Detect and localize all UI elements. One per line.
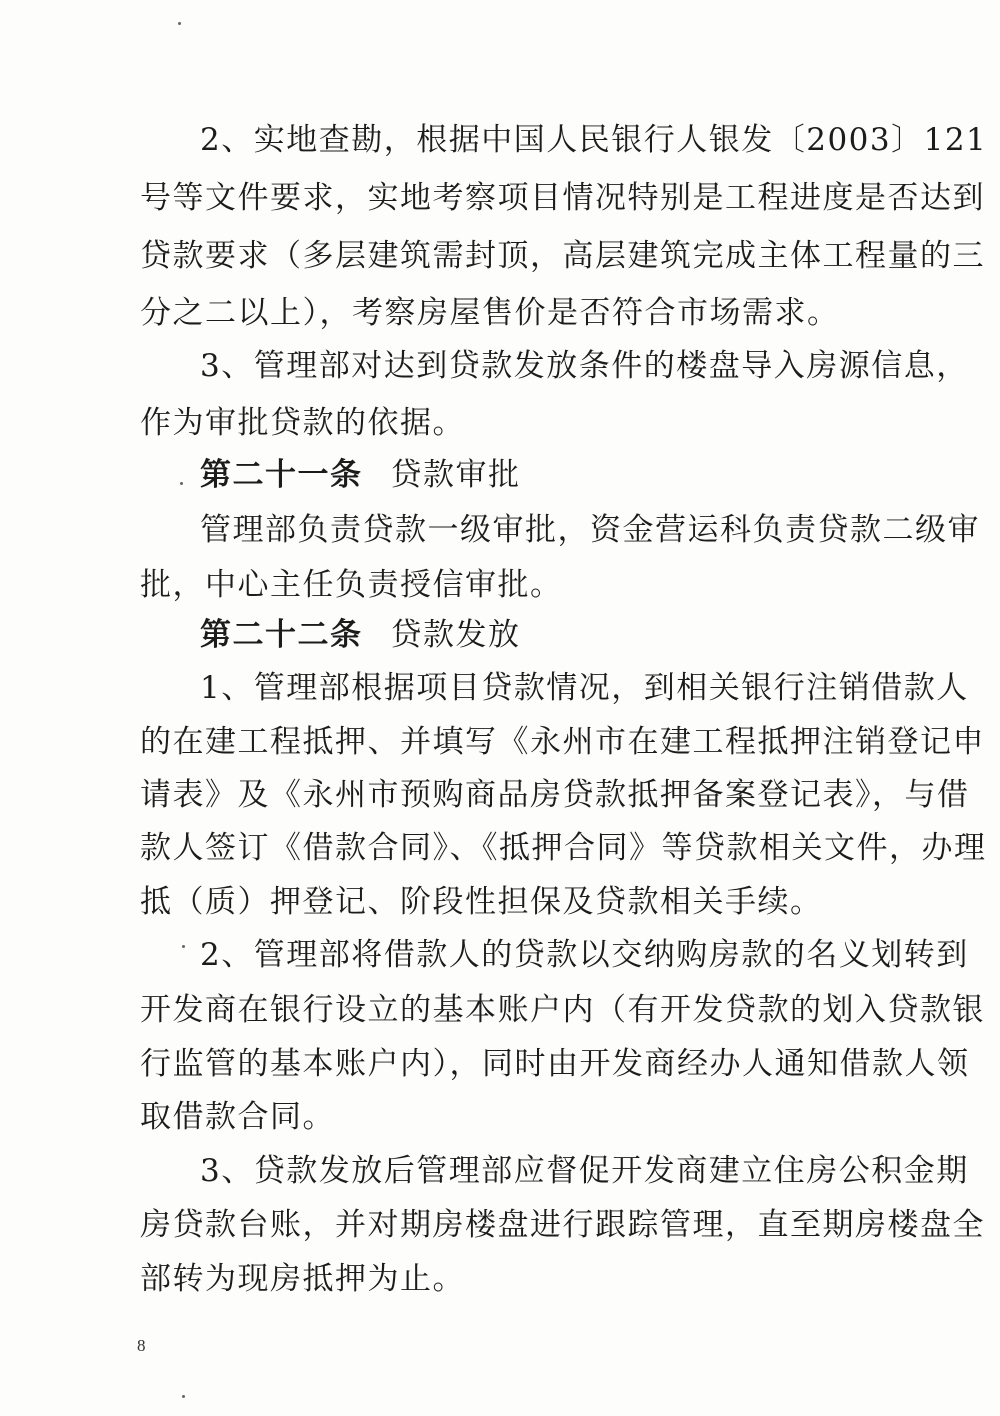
article-title: 贷款审批 — [390, 457, 521, 493]
paragraph-line: 作为审批贷款的依据。 — [140, 405, 465, 441]
paragraph-line: 请表》及《永州市预购商品房贷款抵押备案登记表》，与借 — [140, 777, 970, 813]
paragraph-line: 贷款要求（多层建筑需封顶，高层建筑完成主体工程量的三 — [140, 238, 985, 274]
scan-speck — [180, 482, 183, 485]
paragraph-line: 管理部负责贷款一级审批，资金营运科负责贷款二级审 — [200, 512, 980, 548]
paragraph-line: 部转为现房抵押为止。 — [140, 1261, 465, 1297]
paragraph-line: 款人签订《借款合同》、《抵押合同》等贷款相关文件，办理 — [140, 830, 987, 866]
article-number: 第二十二条 — [200, 617, 363, 653]
page-number: 8 — [137, 1336, 146, 1355]
scan-speck — [182, 945, 185, 948]
paragraph-line: 的在建工程抵押、并填写《永州市在建工程抵押注销登记申 — [140, 724, 985, 760]
paragraph-line: 房贷款台账，并对期房楼盘进行跟踪管理，直至期房楼盘全 — [140, 1207, 985, 1243]
paragraph-line: 1、管理部根据项目贷款情况，到相关银行注销借款人 — [200, 670, 969, 706]
paragraph-line: 分之二以上），考察房屋售价是否符合市场需求。 — [140, 295, 840, 331]
article-heading — [200, 455, 860, 495]
paragraph-line: 抵（质）押登记、阶段性担保及贷款相关手续。 — [140, 884, 823, 920]
paragraph-line: 开发商在银行设立的基本账户内（有开发贷款的划入贷款银 — [140, 992, 985, 1028]
article-heading — [200, 615, 860, 655]
paragraph-line: 3、管理部对达到贷款发放条件的楼盘导入房源信息， — [200, 348, 969, 384]
paragraph-line: 行监管的基本账户内），同时由开发商经办人通知借款人领 — [140, 1046, 970, 1082]
paragraph-line: 3、贷款发放后管理部应督促开发商建立住房公积金期 — [200, 1153, 969, 1189]
paragraph-line: 取借款合同。 — [140, 1099, 335, 1135]
scan-speck — [178, 22, 181, 25]
paragraph-line: 号等文件要求，实地考察项目情况特别是工程进度是否达到 — [140, 180, 985, 216]
article-number: 第二十一条 — [200, 457, 363, 493]
article-title: 贷款发放 — [390, 617, 521, 653]
paragraph-line: 2、管理部将借款人的贷款以交纳购房款的名义划转到 — [200, 937, 969, 973]
paragraph-line: 2、实地查勘，根据中国人民银行人银发〔2003〕121 — [200, 122, 988, 158]
paragraph-line: 批，中心主任负责授信审批。 — [140, 567, 563, 603]
scan-speck — [182, 1395, 185, 1398]
